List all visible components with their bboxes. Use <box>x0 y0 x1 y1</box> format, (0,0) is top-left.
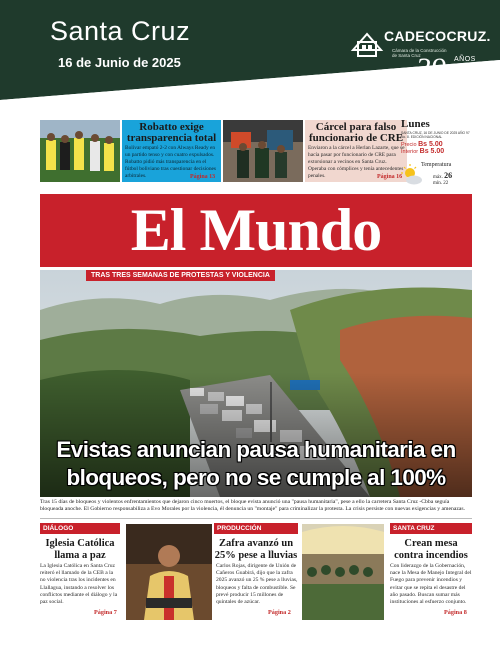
section-dialogo-page: Página 7 <box>94 609 117 616</box>
sponsor-logo[interactable] <box>350 28 490 94</box>
sun-cloud-icon <box>401 164 423 186</box>
weather-max-label: máx. <box>433 175 443 180</box>
weather-min-value: 22 <box>443 181 449 186</box>
sponsor-subtitle: Cámara de la Construcción de Santa Cruz <box>392 48 447 58</box>
teaser-police-title: Cárcel para falso funcionario de CRE <box>308 121 404 144</box>
header-date: 16 de Junio de 2025 <box>58 55 181 70</box>
price-local <box>401 141 473 148</box>
header-band <box>0 0 500 100</box>
lead-caption: Tras 15 días de bloqueos y violentos enfrentamientos que dejaron cinco muertos, el bloque evista anunció una "pausa humanitaria", pese a ello la carretera Santa Cruz -Cbba seguía bloqueada anoche. El Gobierno responsabiliza a Evo Morales por la violencia, él denuncia un "montaje" para criminalizar la protesta. La crisis persiste con nuevas exigencias y amenazas. <box>40 499 466 513</box>
section-dialogo-text: La Iglesia Católica en Santa Cruz reiteró el llamado de la CEB a la no violencia tras los incidentes en Llallagua, instando a resolver los conflictos mediante el diálogo y la paz social. <box>40 563 118 606</box>
edition-info <box>401 118 473 190</box>
price-interior-label: Interior <box>401 149 419 155</box>
teaser-sports-box <box>122 120 221 182</box>
lead-headline[interactable]: Evistas anuncian pausa humanitaria en bloqueos, pero no se cumple al 100% <box>56 437 456 490</box>
sponsor-anniversary-label: AÑOS <box>454 56 476 63</box>
price-interior-value: Bs 5.00 <box>419 148 445 155</box>
weather-min-label: mín. <box>433 181 443 186</box>
section-produccion-text: Carlos Rojas, dirigente de Unión de Cañeros Guabirá, dijo que la zafra 2025 avanzó un 25 % pese a lluvias, bloqueos y falta de combustible. Se prevé producir 15 millones de quintales de azúcar. <box>216 563 298 606</box>
header-city: Santa Cruz <box>50 16 191 46</box>
sponsor-anniversary-number: 39 <box>416 52 446 85</box>
price-interior <box>401 148 473 155</box>
teaser-sports-text: Bolívar empató 2-2 con Always Ready en un partido tenso y con cuatro expulsados. Robatto pidió más transparencia en el fútbol boliviano tras cuestionar decisiones arbitrales. <box>125 145 217 179</box>
teaser-sports-title: Robatto exige transparencia total <box>126 121 217 144</box>
teaser-sports[interactable] <box>40 118 221 186</box>
teaser-police[interactable] <box>223 118 407 186</box>
edition-day: Lunes <box>401 118 430 130</box>
weather-min <box>433 181 448 186</box>
section-santa-cruz-title: Crean mesa contra incendios <box>394 538 468 561</box>
teaser-sports-photo <box>40 120 120 182</box>
teaser-sports-page: Página 13 <box>190 174 216 180</box>
newspaper-front-page <box>40 118 472 626</box>
section-santa-cruz-text: Con liderazgo de la Gobernación, nace la Mesa de Manejo Integral del Fuego para prevenir incendios y evitar que se repita el desastre del año pasado. Buscan sumar más instituciones al esfuerzo conjunto. <box>390 563 472 606</box>
section-divider <box>40 518 472 519</box>
weather-max-value: 26 <box>444 171 453 180</box>
sponsor-name: CADECOCRUZ. <box>384 28 491 44</box>
edition-details: SANTA CRUZ, 16 DE JUNIO DE 2025 AÑO 97 No. 8. EDICIÓN NACIONAL <box>401 131 470 139</box>
teaser-police-box <box>305 120 407 182</box>
section-dialogo-photo <box>126 524 212 620</box>
section-dialogo-title: Iglesia Católica llama a paz <box>45 538 115 561</box>
price-local-label: Precio <box>401 142 417 148</box>
teaser-police-text: Enviaron a la cárcel a Herlan Lazarte, que se hacía pasar por funcionario de CRE para extorsionar a vecinos en Santa Cruz. Operaba con cómplices y tenía antecedentes penales. <box>308 145 405 179</box>
section-dialogo-tag: DIÁLOGO <box>40 523 120 534</box>
section-produccion-title: Zafra avanzó un 25% pese a lluvias <box>214 538 298 561</box>
teaser-police-page: Página 16 <box>377 174 403 180</box>
section-santa-cruz-page: Página 8 <box>444 609 467 616</box>
masthead-title: El Mundo <box>130 197 382 263</box>
section-produccion-page: Página 2 <box>268 609 291 616</box>
section-produccion-photo <box>302 524 384 620</box>
section-santa-cruz-tag: SANTA CRUZ <box>390 523 472 534</box>
teaser-police-photo <box>223 120 303 182</box>
weather-box <box>401 162 473 190</box>
weather-label: Temperatura <box>421 162 452 168</box>
price-local-value: Bs 5.00 <box>418 141 443 148</box>
lead-kicker: TRAS TRES SEMANAS DE PROTESTAS Y VIOLENCIA <box>86 270 275 281</box>
masthead[interactable] <box>40 194 472 267</box>
section-produccion-tag: PRODUCCIÓN <box>214 523 298 534</box>
weather-max <box>433 171 452 180</box>
sponsor-building-icon <box>350 28 384 62</box>
